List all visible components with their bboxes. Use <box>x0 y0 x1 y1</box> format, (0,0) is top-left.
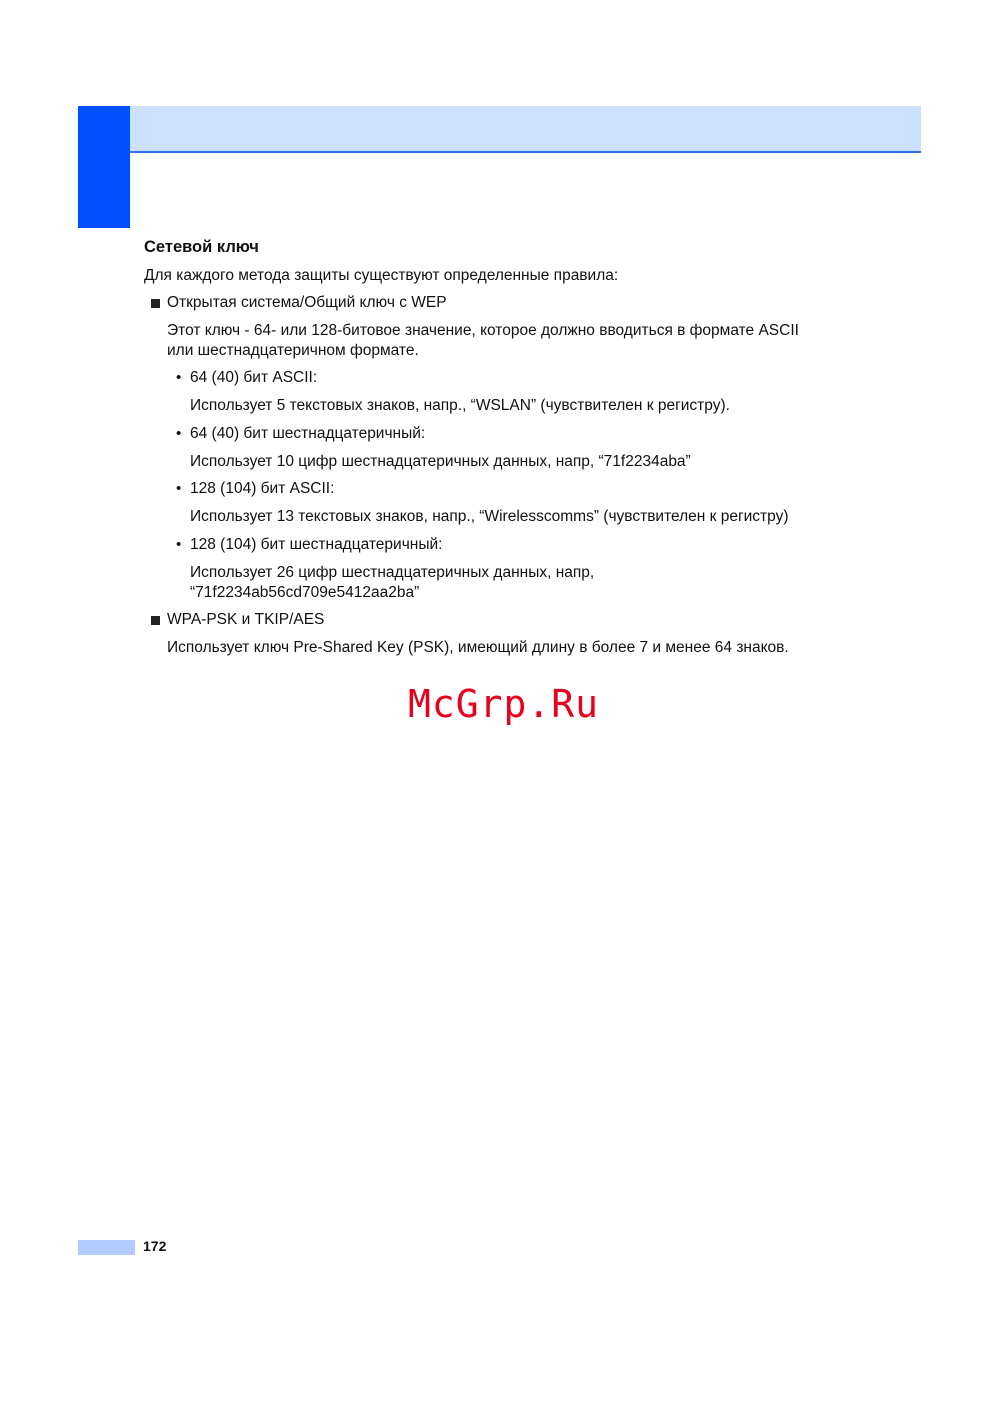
section-intro: Для каждого метода защиты существуют определенные правила: <box>144 267 619 284</box>
dot-bullet-icon: • <box>176 369 182 386</box>
sub-item-label: 64 (40) бит ASCII: <box>190 369 318 386</box>
sub-item-text: Использует 26 цифр шестнадцатеричных данных, напр, <box>190 564 595 581</box>
dot-bullet-icon: • <box>176 480 182 497</box>
list-item-label: Открытая система/Общий ключ с WEP <box>167 294 447 311</box>
list-item-description: Использует ключ Pre-Shared Key (PSK), имеющий длину в более 7 и менее 64 знаков. <box>167 639 789 656</box>
list-item-description: Этот ключ - 64- или 128-битовое значение, которое должно вводиться в формате ASCII <box>167 322 799 339</box>
header-rule <box>130 151 921 153</box>
dot-bullet-icon: • <box>176 425 182 442</box>
header-band <box>130 106 921 152</box>
sub-item-text: “71f2234ab56cd709e5412aa2ba” <box>190 584 420 601</box>
square-bullet-icon <box>151 616 160 625</box>
list-item-label: WPA-PSK и TKIP/AES <box>167 611 325 628</box>
sub-item-text: Использует 10 цифр шестнадцатеричных данных, напр, “71f2234aba” <box>190 453 691 470</box>
sub-item-label: 128 (104) бит ASCII: <box>190 480 335 497</box>
list-item-description: или шестнадцатеричном формате. <box>167 342 419 359</box>
sub-item-label: 64 (40) бит шестнадцатеричный: <box>190 425 426 442</box>
sub-item-text: Использует 5 текстовых знаков, напр., “WSLAN” (чувствителен к регистру). <box>190 397 730 414</box>
sub-item-text: Использует 13 текстовых знаков, напр., “Wirelesscomms” (чувствителен к регистру) <box>190 508 789 525</box>
sub-item-label: 128 (104) бит шестнадцатеричный: <box>190 536 443 553</box>
dot-bullet-icon: • <box>176 536 182 553</box>
square-bullet-icon <box>151 299 160 308</box>
page-number: 172 <box>143 1238 167 1254</box>
chapter-tab <box>78 106 130 228</box>
footer-bar <box>78 1240 135 1255</box>
section-title: Сетевой ключ <box>144 238 259 256</box>
watermark: McGrp.Ru <box>408 682 600 726</box>
